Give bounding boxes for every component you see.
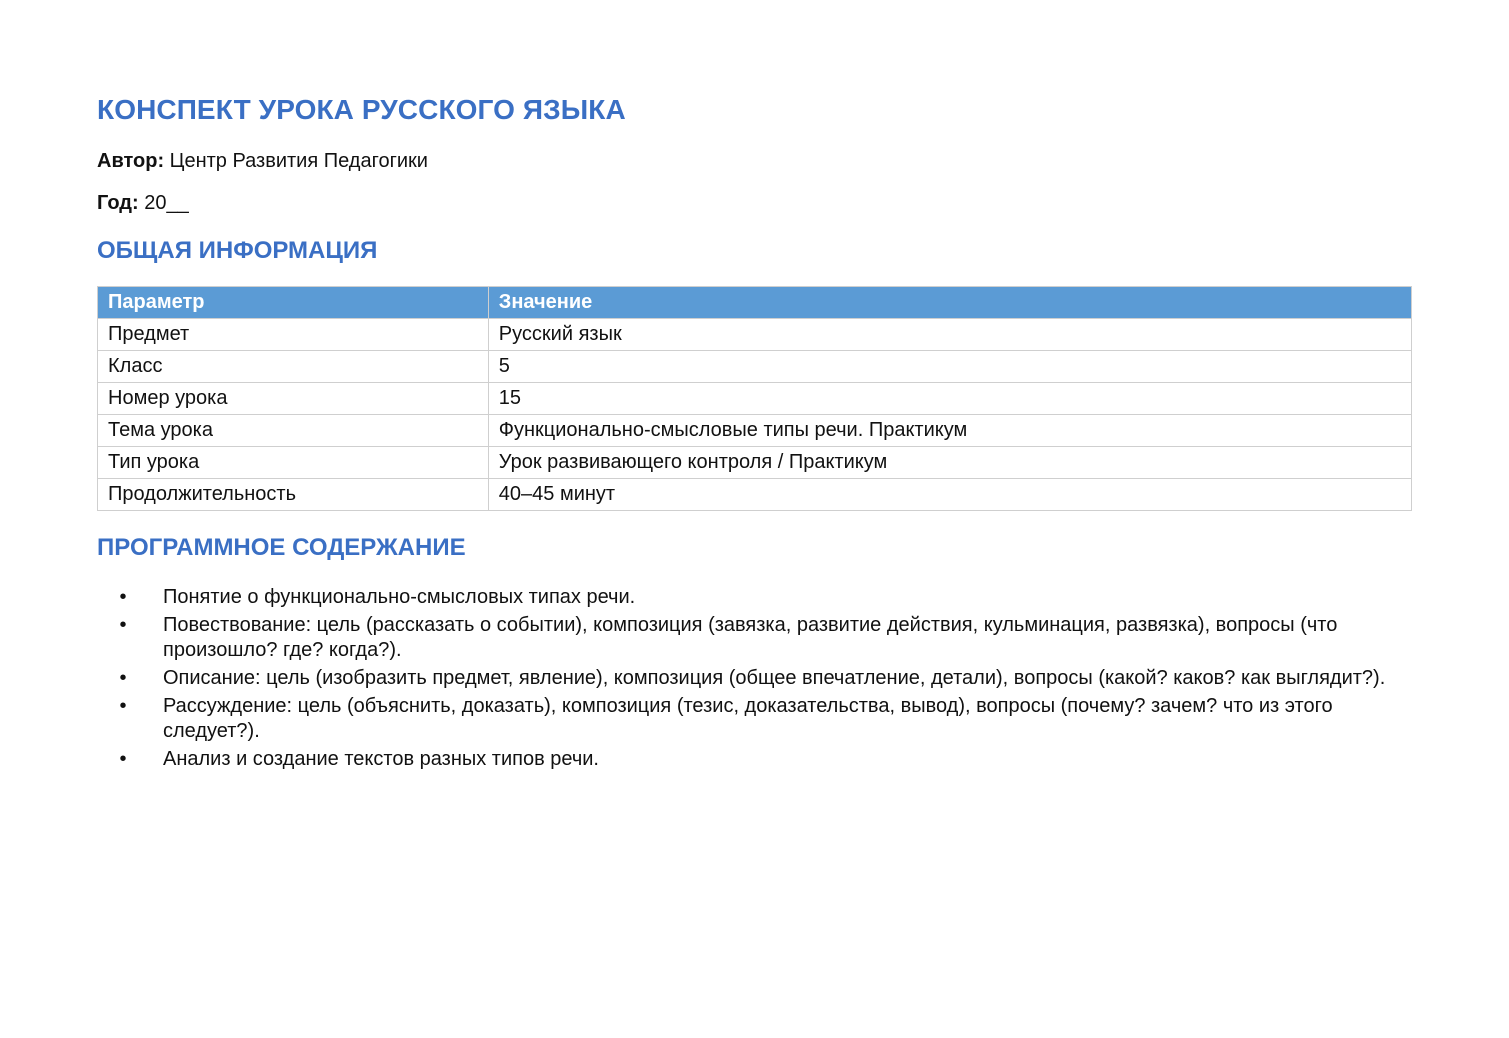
table-row bbox=[98, 351, 1412, 383]
table-cell-value: 5 bbox=[488, 351, 1411, 383]
table-row bbox=[98, 319, 1412, 351]
bullet-icon: • bbox=[119, 586, 127, 608]
list-item-text: Анализ и создание текстов разных типов речи. bbox=[163, 748, 599, 770]
program-content-list bbox=[97, 585, 1397, 772]
table-header-value: Значение bbox=[488, 287, 1411, 319]
list-item bbox=[97, 747, 1397, 772]
table-cell-value: Урок развивающего контроля / Практикум bbox=[488, 447, 1411, 479]
table-cell-parameter: Тема урока bbox=[98, 415, 489, 447]
table-row bbox=[98, 415, 1412, 447]
author-line bbox=[97, 148, 1412, 174]
table-cell-parameter: Класс bbox=[98, 351, 489, 383]
table-cell-parameter: Тип урока bbox=[98, 447, 489, 479]
author-value: Центр Развития Педагогики bbox=[169, 150, 428, 172]
list-item-text: Описание: цель (изобразить предмет, явление), композиция (общее впечатление, детали), вопросы (какой? каков? как выглядит?). bbox=[163, 667, 1386, 689]
table-row bbox=[98, 383, 1412, 415]
table-cell-value: Русский язык bbox=[488, 319, 1411, 351]
bullet-icon: • bbox=[119, 614, 127, 636]
general-info-heading: ОБЩАЯ ИНФОРМАЦИЯ bbox=[97, 237, 378, 264]
year-label: Год: bbox=[97, 192, 139, 214]
list-item bbox=[97, 666, 1397, 691]
table-cell-value: Функционально-смысловые типы речи. Практикум bbox=[488, 415, 1411, 447]
bullet-icon: • bbox=[119, 748, 127, 770]
list-item bbox=[97, 585, 1397, 610]
list-item bbox=[97, 694, 1397, 744]
bullet-icon: • bbox=[119, 695, 127, 717]
program-content-heading: ПРОГРАММНОЕ СОДЕРЖАНИЕ bbox=[97, 534, 466, 561]
table-header-row bbox=[98, 287, 1412, 319]
author-label: Автор: bbox=[97, 150, 165, 172]
table-cell-value: 40–45 минут bbox=[488, 479, 1411, 511]
list-item-text: Рассуждение: цель (объяснить, доказать), композиция (тезис, доказательства, вывод), вопросы (почему? зачем? что из этого следует?). bbox=[163, 695, 1333, 742]
list-item-text: Повествование: цель (рассказать о событии), композиция (завязка, развитие действия, кульминация, развязка), вопросы (что произошло? где? когда?). bbox=[163, 614, 1338, 661]
list-item bbox=[97, 613, 1397, 663]
table-cell-value: 15 bbox=[488, 383, 1411, 415]
table-cell-parameter: Продолжительность bbox=[98, 479, 489, 511]
table-row bbox=[98, 447, 1412, 479]
year-line bbox=[97, 190, 1412, 216]
table-cell-parameter: Номер урока bbox=[98, 383, 489, 415]
table-cell-parameter: Предмет bbox=[98, 319, 489, 351]
year-value: 20__ bbox=[144, 192, 189, 214]
general-info-table bbox=[97, 286, 1412, 511]
table-header-parameter: Параметр bbox=[98, 287, 489, 319]
document-title: КОНСПЕКТ УРОКА РУССКОГО ЯЗЫКА bbox=[97, 94, 626, 125]
bullet-icon: • bbox=[119, 667, 127, 689]
list-item-text: Понятие о функционально-смысловых типах речи. bbox=[163, 586, 636, 608]
table-row bbox=[98, 479, 1412, 511]
